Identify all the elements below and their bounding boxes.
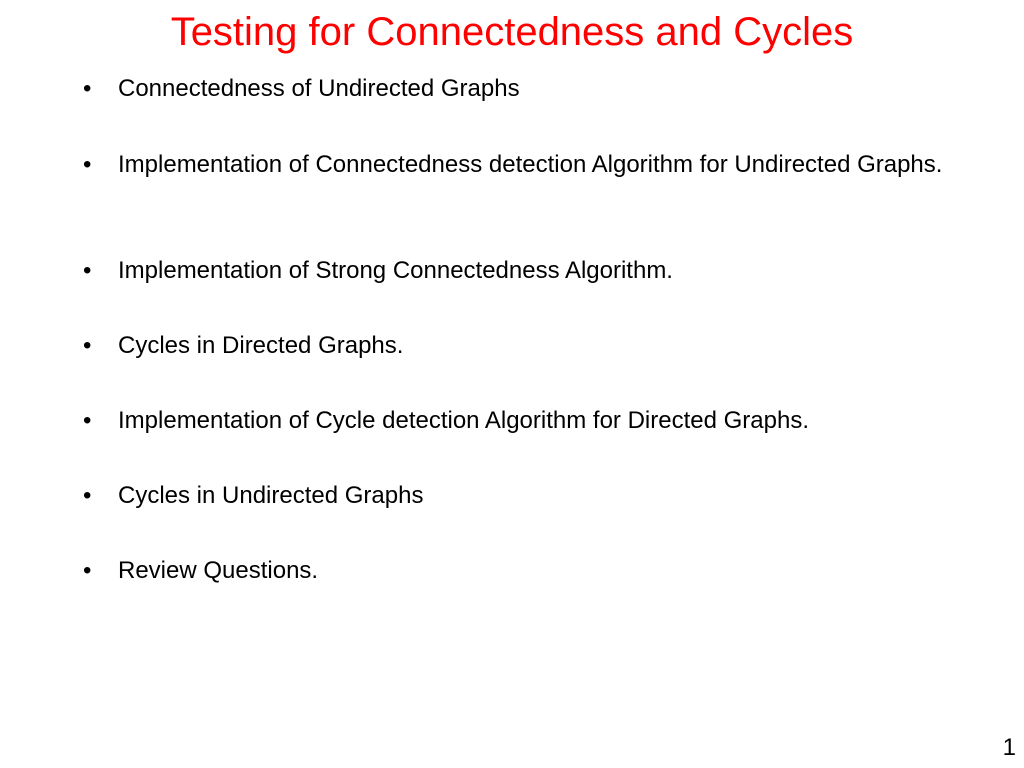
bullet-text: Implementation of Connectedness detection Algorithm for Undirected Graphs. bbox=[118, 151, 943, 178]
bullet-dot-icon: • bbox=[83, 332, 92, 359]
bullet-text: Cycles in Directed Graphs. bbox=[118, 332, 404, 359]
bullet-dot-icon: • bbox=[83, 75, 92, 102]
page-number: 1 bbox=[1002, 734, 1016, 761]
bullet-dot-icon: • bbox=[83, 257, 92, 284]
bullet-text: Connectedness of Undirected Graphs bbox=[118, 75, 520, 102]
bullet-text: Implementation of Cycle detection Algorithm for Directed Graphs. bbox=[118, 407, 809, 434]
slide-title: Testing for Connectedness and Cycles bbox=[170, 10, 854, 54]
bullet-dot-icon: • bbox=[83, 151, 92, 178]
bullet-dot-icon: • bbox=[83, 482, 92, 509]
bullet-text: Review Questions. bbox=[118, 557, 319, 584]
bullet-dot-icon: • bbox=[83, 557, 92, 584]
bullet-text: Implementation of Strong Connectedness Algorithm. bbox=[118, 257, 673, 284]
bullet-text: Cycles in Undirected Graphs bbox=[118, 482, 424, 509]
bullet-dot-icon: • bbox=[83, 407, 92, 434]
